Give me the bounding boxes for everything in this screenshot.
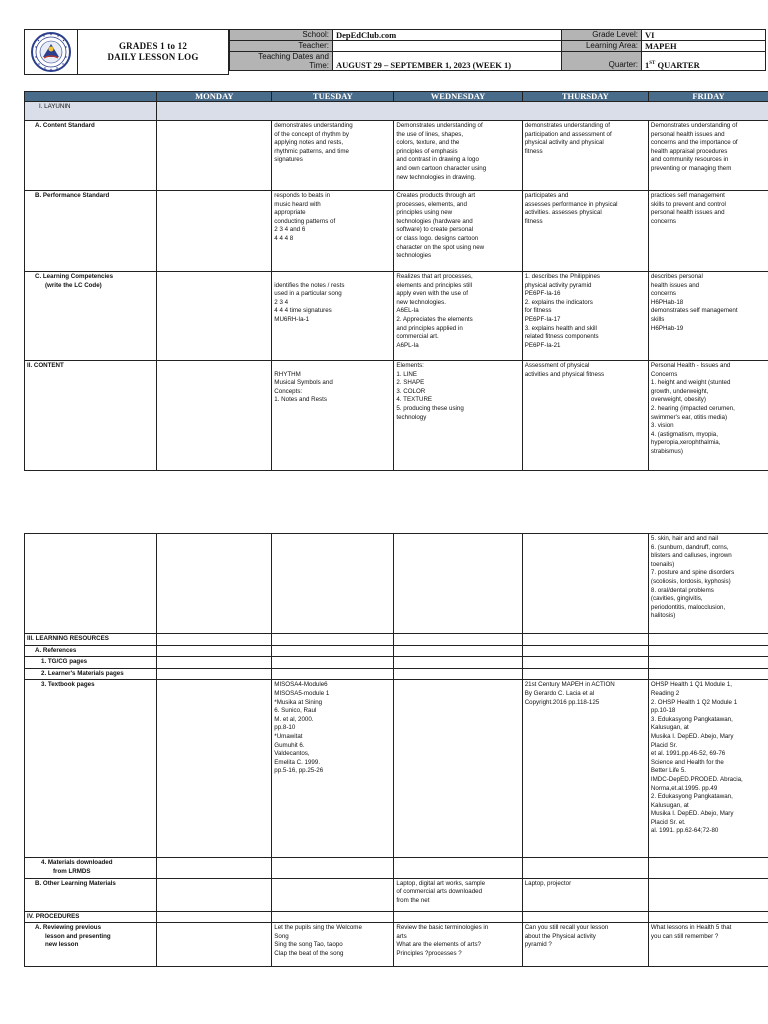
procedures-label: IV. PROCEDURES bbox=[25, 911, 157, 923]
content-standard-tuesday: demonstrates understanding of the concept of rhythm by applying notes and rests, rhythmic patterns, and time signatures bbox=[272, 121, 394, 191]
performance-standard-thursday: participates and assesses performance in physical activities. assesses physical fitness bbox=[522, 191, 648, 272]
content-tuesday: RHYTHM Musical Symbols and Concepts: 1. Notes and Rests bbox=[272, 361, 394, 471]
other-materials-tuesday bbox=[272, 878, 394, 911]
teaching-dates-value: AUGUST 29 – SEPTEMBER 1, 2023 (WEEK 1) bbox=[333, 52, 562, 71]
teaching-dates-label-line-1: Teaching Dates and bbox=[258, 52, 329, 61]
content-standard-monday bbox=[157, 121, 272, 191]
textbook-label: 3. Textbook pages bbox=[25, 680, 157, 858]
school-value: DepEdClub.com bbox=[333, 30, 562, 41]
lm-pages-row bbox=[25, 668, 768, 680]
content-standard-friday: Demonstrates understanding of personal health issues and concerns and the importance of health appraisal procedures and community resources in preventing or managing them bbox=[648, 121, 768, 191]
reviewing-row bbox=[25, 923, 768, 967]
deped-seal-icon bbox=[25, 30, 77, 74]
header-info-grid bbox=[229, 29, 766, 71]
quarter-word: QUARTER bbox=[657, 60, 700, 70]
reviewing-friday: What lessons in Health 5 that you can still remember ? bbox=[648, 923, 768, 967]
other-materials-monday bbox=[157, 878, 272, 911]
lrmds-label-line-2: from LRMDS bbox=[53, 867, 91, 875]
content-continued-monday bbox=[157, 534, 272, 634]
content-standard-thursday: demonstrates understanding of participation and assessment of physical activity and physical fitness bbox=[522, 121, 648, 191]
performance-standard-label: B. Performance Standard bbox=[25, 191, 157, 272]
content-friday: Personal Health - Issues and Concerns 1. height and weight (stunted growth, underweight, overweight, obesity) 2. hearing (impacted cerumen, swimmer's ear, otitis media) 3. vision 4. (astigmatism, myopia, hyperopia,xerophthalmia, strabismus) bbox=[648, 361, 768, 471]
grade-level-label: Grade Level: bbox=[562, 30, 642, 41]
textbook-monday bbox=[157, 680, 272, 858]
lm-pages-label: 2. Learner's Materials pages bbox=[25, 668, 157, 680]
layunin-row bbox=[25, 102, 768, 121]
quarter-label: Quarter: bbox=[562, 52, 642, 71]
tg-pages-label: 1. TG/CG pages bbox=[25, 657, 157, 669]
reviewing-label-line-3: new lesson bbox=[45, 941, 79, 949]
title-line-2: DAILY LESSON LOG bbox=[107, 52, 199, 62]
reviewing-monday bbox=[157, 923, 272, 967]
content-wednesday: Elements: 1. LINE 2. SHAPE 3. COLOR 4. TEXTURE 5. producing these using technology bbox=[394, 361, 522, 471]
learning-competencies-monday bbox=[157, 272, 272, 361]
other-materials-label: B. Other Learning Materials bbox=[25, 878, 157, 911]
content-continued-label bbox=[25, 534, 157, 634]
lrmds-row bbox=[25, 858, 768, 878]
content-row bbox=[25, 361, 768, 471]
quarter-value bbox=[642, 52, 766, 71]
other-materials-row bbox=[25, 878, 768, 911]
quarter-number: 1 bbox=[645, 60, 650, 70]
content-thursday: Assessment of physical activities and physical fitness bbox=[522, 361, 648, 471]
document-title bbox=[78, 29, 229, 75]
reviewing-tuesday: Let the pupils sing the Welcome Song Sing the song Tao, taopo Clap the beat of the song bbox=[272, 923, 394, 967]
references-row bbox=[25, 645, 768, 657]
performance-standard-monday bbox=[157, 191, 272, 272]
tg-pages-row bbox=[25, 657, 768, 669]
content-continued-friday: 5. skin, hair and and nail 6. (sunburn, dandruff, corns, blisters and calluses, ingrown toenails) 7. posture and spine disorders (scoliosis, lordosis, kyphosis) 8. oral/dental problems (cavities, gingivitis, periodontitis, malocclusion, halitosis) bbox=[648, 534, 768, 634]
deped-seal-cell bbox=[24, 29, 78, 75]
content-standard-wednesday: Demonstrates understanding of the use of lines, shapes, colors, texture, and the principles of emphasis and contrast in drawing a logo and own cartoon character using new technologies in drawing. bbox=[394, 121, 522, 191]
day-tuesday: TUESDAY bbox=[272, 92, 394, 102]
learning-area-label: Learning Area: bbox=[562, 41, 642, 52]
lrmds-label bbox=[25, 858, 157, 878]
content-standard-row bbox=[25, 121, 768, 191]
reviewing-label-line-2: lesson and presenting bbox=[45, 932, 111, 940]
learning-competencies-label-line-1: C. Learning Competencies bbox=[35, 273, 114, 280]
learning-resources-row bbox=[25, 634, 768, 646]
teacher-label: Teacher: bbox=[230, 41, 333, 52]
content-continued-row bbox=[25, 534, 768, 634]
other-materials-friday bbox=[648, 878, 768, 911]
content-continued-tuesday bbox=[272, 534, 394, 634]
learning-competencies-row bbox=[25, 272, 768, 361]
other-materials-wednesday: Laptop, digital art works, sample of commercial arts downloaded from the net bbox=[394, 878, 522, 911]
learning-competencies-label bbox=[25, 272, 157, 361]
other-materials-thursday: Laptop, projector bbox=[522, 878, 648, 911]
teaching-dates-label bbox=[230, 52, 333, 71]
content-continued-wednesday bbox=[394, 534, 522, 634]
reviewing-label bbox=[25, 923, 157, 967]
content-label: II. CONTENT bbox=[25, 361, 157, 471]
textbook-row bbox=[25, 680, 768, 858]
layunin-span bbox=[157, 102, 768, 121]
learning-competencies-label-line-2: (write the LC Code) bbox=[45, 281, 102, 289]
learning-resources-label: III. LEARNING RESOURCES bbox=[25, 634, 157, 646]
lesson-log-table-page2 bbox=[24, 533, 768, 967]
grade-level-value: VI bbox=[642, 30, 766, 41]
textbook-thursday: 21st Century MAPEH in ACTION By Gerardo C. Lacia et al Copyright.2016 pp.118-125 bbox=[522, 680, 648, 858]
quarter-ordinal: ST bbox=[649, 61, 656, 67]
reviewing-thursday: Can you still recall your lesson about the Physical activity pyramid ? bbox=[522, 923, 648, 967]
day-wednesday: WEDNESDAY bbox=[394, 92, 522, 102]
day-monday: MONDAY bbox=[157, 92, 272, 102]
content-standard-label: A. Content Standard bbox=[25, 121, 157, 191]
textbook-tuesday: MISOSA4-Module6 MISOSA5-module 1 *Musika at Sining 6. Sunico, Raul M. et al, 2000. pp.8-10 *Umawitat Gumuhit 6. Valdecantos, Emelita C. 1999. pp.5-16, pp.25-26 bbox=[272, 680, 394, 858]
references-label: A. References bbox=[25, 645, 157, 657]
title-line-1: GRADES 1 to 12 bbox=[118, 41, 188, 51]
learning-competencies-tuesday: identifies the notes / rests used in a particular song 2 3 4 4 4 4 time signatures MU6RH-Ia-1 bbox=[272, 272, 394, 361]
days-header-row bbox=[25, 92, 768, 102]
lrmds-label-line-1: 4. Materials downloaded bbox=[41, 859, 113, 867]
reviewing-label-line-1: A. Reviewing previous bbox=[35, 924, 102, 932]
school-label: School: bbox=[230, 30, 333, 41]
performance-standard-row bbox=[25, 191, 768, 272]
procedures-row bbox=[25, 911, 768, 923]
performance-standard-friday: practices self management skills to prevent and control personal health issues and concerns bbox=[648, 191, 768, 272]
content-monday bbox=[157, 361, 272, 471]
textbook-friday: OHSP Health 1 Q1 Module 1, Reading 2 2. OHSP Health 1 Q2 Module 1 pp.10-18 3. Edukasyong Pangkatawan, Kalusugan, at Musika I. DepED. Abejo, Mary Placid Sr. et al. 1991.pp.46-52, 69-76 Science and Health for the Better Life 5. IMDC-DepED.PRODED. Abracia, Norma,et.al.1995. pp.49 2. Edukasyong Pangkatawan, Kalusugan, at Musika I. DepED. Abejo, Mary Placid Sr. et. al. 1991. pp.62-64;72-80 bbox=[648, 680, 768, 858]
reviewing-wednesday: Review the basic terminologies in arts What are the elements of arts? Principles ?processes ? bbox=[394, 923, 522, 967]
layunin-label: I. LAYUNIN bbox=[25, 102, 157, 121]
learning-competencies-friday: describes personal health issues and concerns H6PHab-18 demonstrates self management skills H6PHab-19 bbox=[648, 272, 768, 361]
teacher-value bbox=[333, 41, 562, 52]
day-friday: FRIDAY bbox=[648, 92, 768, 102]
day-thursday: THURSDAY bbox=[522, 92, 648, 102]
header bbox=[24, 29, 740, 75]
learning-competencies-thursday: 1. describes the Philippines physical activity pyramid PE6PF-Ia-16 2. explains the indicators for fitness PE6PF-Ia-17 3. explains health and skill related fitness components PE6PF-Ia-21 bbox=[522, 272, 648, 361]
teaching-dates-label-line-2: Time: bbox=[309, 61, 329, 70]
content-continued-thursday bbox=[522, 534, 648, 634]
textbook-wednesday bbox=[394, 680, 522, 858]
performance-standard-tuesday: responds to beats in music heard with appropriate conducting patterns of 2 3 4 and 6 4 4 4 8 bbox=[272, 191, 394, 272]
learning-area-value: MAPEH bbox=[642, 41, 766, 52]
days-header-blank bbox=[25, 92, 157, 102]
learning-competencies-wednesday: Realizes that art processes, elements and principles still apply even with the use of new technologies. A6EL-Ia 2. Appreciates the elements and principles applied in commercial art. A6PL-Ia bbox=[394, 272, 522, 361]
performance-standard-wednesday: Creates products through art processes, elements, and principles using new technologies (hardware and software) to create personal or class logo. designs cartoon character on the spot using new technologies bbox=[394, 191, 522, 272]
lesson-log-table-page1 bbox=[24, 91, 768, 471]
